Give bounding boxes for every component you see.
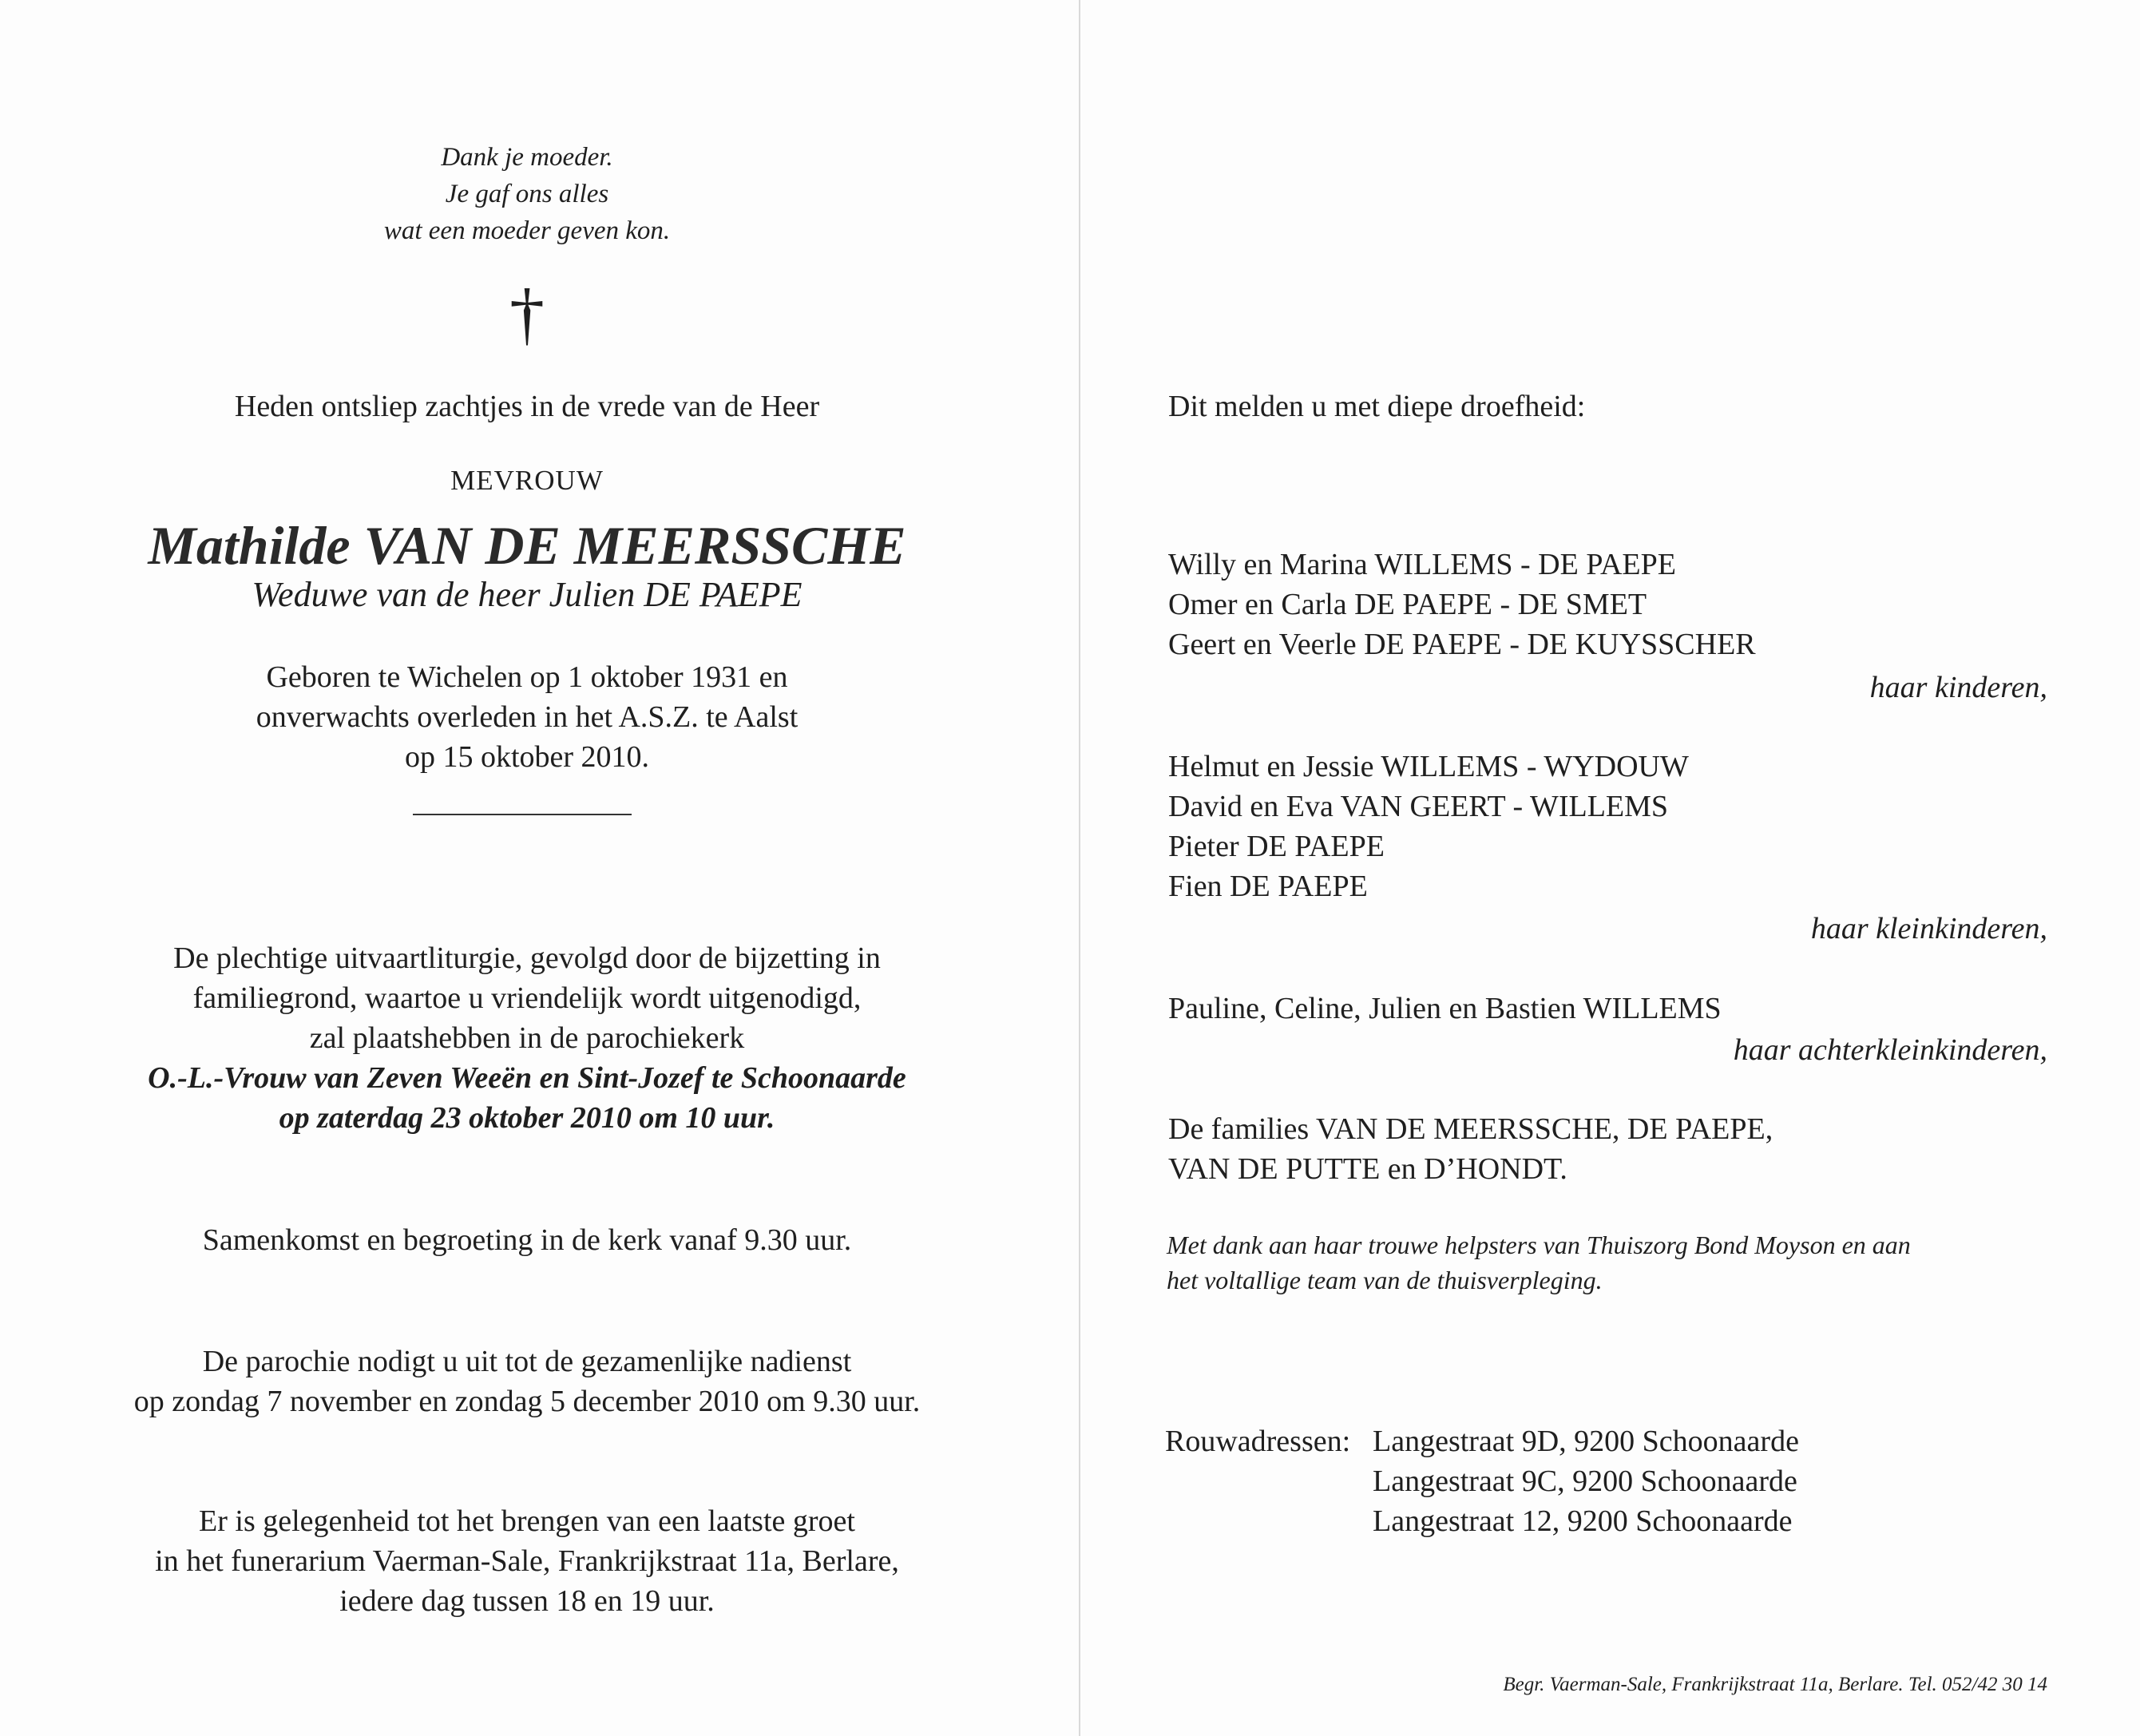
- address-label: Rouwadressen:: [1165, 1425, 1351, 1458]
- poem-line-2: Je gaf ons alles: [445, 180, 609, 208]
- address-3: Langestraat 12, 9200 Schoonaarde: [1373, 1504, 1793, 1538]
- grandchild-4: Fien DE PAEPE: [1168, 870, 1368, 903]
- intro-text: Heden ontsliep zachtjes in de vrede van de Heer: [234, 390, 820, 423]
- funeral-date: op zaterdag 23 oktober 2010 om 10 uur.: [279, 1101, 775, 1135]
- families-line-1: De families VAN DE MEERSSCHE, DE PAEPE,: [1168, 1112, 1773, 1146]
- birth-death-line-3: op 15 oktober 2010.: [404, 740, 650, 774]
- grandchild-3: Pieter DE PAEPE: [1168, 830, 1385, 863]
- service-line-1: De parochie nodigt u uit tot de gezamenlijke nadienst: [202, 1345, 852, 1378]
- service-line-2: op zondag 7 november en zondag 5 december 2010 om 9.30 uur.: [133, 1385, 921, 1418]
- liturgy-line-3: zal plaatshebben in de parochiekerk: [309, 1021, 745, 1055]
- birth-death-line-1: Geboren te Wichelen op 1 oktober 1931 en: [266, 660, 788, 694]
- gathering-text: Samenkomst en begroeting in de kerk vanaf 9.30 uur.: [202, 1223, 852, 1257]
- grandchild-2: David en Eva VAN GEERT - WILLEMS: [1168, 790, 1669, 823]
- great-grandchildren-label: haar achterkleinkinderen,: [1733, 1033, 2047, 1067]
- funeral-home-line-3: iedere dag tussen 18 en 19 uur.: [339, 1584, 715, 1618]
- great-grandchildren: Pauline, Celine, Julien en Bastien WILLEMS: [1168, 992, 1722, 1025]
- funeral-home-line-2: in het funerarium Vaerman-Sale, Frankrijkstraat 11a, Berlare,: [155, 1544, 899, 1578]
- right-page: [1080, 0, 2140, 1736]
- left-page: [0, 0, 1054, 1736]
- liturgy-line-1: De plechtige uitvaartliturgie, gevolgd door de bijzetting in: [173, 941, 881, 975]
- child-1: Willy en Marina WILLEMS - DE PAEPE: [1168, 548, 1676, 581]
- deceased-name: Mathilde VAN DE MEERSSCHE: [148, 515, 906, 576]
- grandchildren-label: haar kleinkinderen,: [1810, 912, 2047, 945]
- poem-line-3: wat een moeder geven kon.: [383, 216, 671, 245]
- birth-death-line-2: onverwachts overleden in het A.S.Z. te Aalst: [256, 700, 799, 734]
- divider: [413, 814, 632, 815]
- child-2: Omer en Carla DE PAEPE - DE SMET: [1168, 588, 1647, 621]
- liturgy-line-2: familiegrond, waartoe u vriendelijk wordt uitgenodigd,: [192, 981, 862, 1015]
- announce-text: Dit melden u met diepe droefheid:: [1168, 390, 1586, 423]
- title-mevrouw: MEVROUW: [450, 465, 604, 496]
- funeral-director-footer: Begr. Vaerman-Sale, Frankrijkstraat 11a, Berlare. Tel. 052/42 30 14: [1503, 1674, 2047, 1695]
- widow-of: Weduwe van de heer Julien DE PAEPE: [252, 575, 802, 614]
- thanks-line-2: het voltallige team van de thuisverpleging.: [1167, 1266, 1603, 1294]
- address-1: Langestraat 9D, 9200 Schoonaarde: [1373, 1425, 1799, 1458]
- children-label: haar kinderen,: [1869, 671, 2047, 704]
- grandchild-1: Helmut en Jessie WILLEMS - WYDOUW: [1168, 750, 1689, 783]
- poem-line-1: Dank je moeder.: [441, 143, 613, 172]
- thanks-line-1: Met dank aan haar trouwe helpsters van Thuiszorg Bond Moyson en aan: [1167, 1231, 1911, 1259]
- cross-icon: †: [509, 275, 545, 353]
- child-3: Geert en Veerle DE PAEPE - DE KUYSSCHER: [1168, 628, 1756, 661]
- church-name: O.-L.-Vrouw van Zeven Weeën en Sint-Jozef te Schoonaarde: [148, 1061, 906, 1095]
- families-line-2: VAN DE PUTTE en D’HONDT.: [1168, 1152, 1567, 1186]
- funeral-home-line-1: Er is gelegenheid tot het brengen van een laatste groet: [199, 1504, 855, 1538]
- address-2: Langestraat 9C, 9200 Schoonaarde: [1373, 1465, 1797, 1498]
